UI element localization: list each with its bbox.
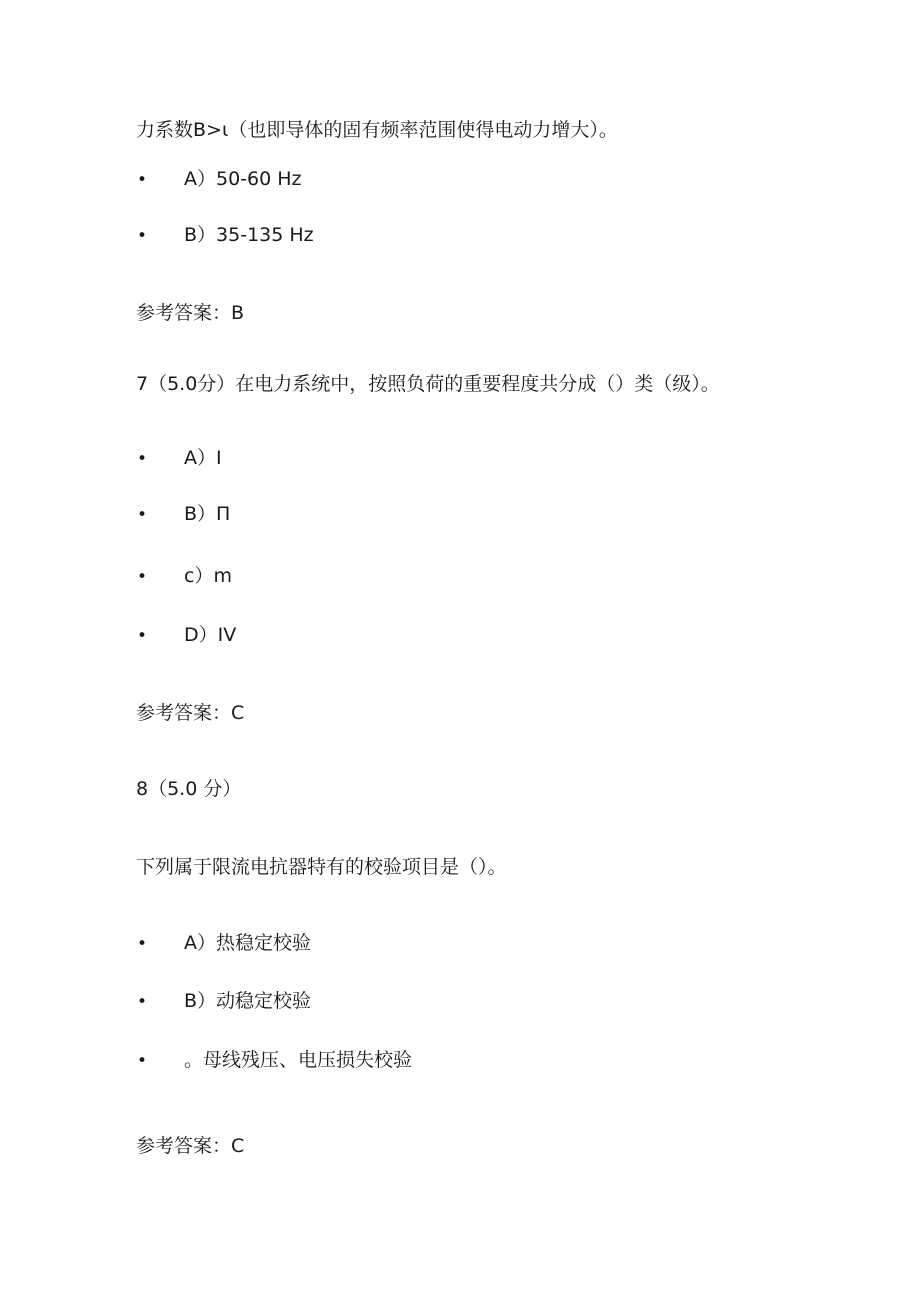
option-b: B）П [184,503,231,525]
bullet-icon: • [137,226,148,246]
bullet-icon: • [137,934,148,954]
reference-answer: 参考答案：C [136,702,245,724]
option-a: A）热稳定校验 [184,932,311,954]
option-c: 。母线残压、电压损失校验 [184,1049,413,1071]
bullet-icon: • [137,992,148,1012]
reference-answer: 参考答案：C [136,1135,245,1157]
bullet-icon: • [137,626,148,646]
option-b: B）35-135 Hz [184,224,314,246]
question-stem-continuation: 力系数B>ι（也即导体的固有频率范围使得电动力增大）。 [136,119,618,141]
reference-answer: 参考答案：B [136,302,245,324]
question-header: 8（5.0 分） [136,778,242,800]
option-a: A）I [184,447,222,469]
question-stem: 7（5.0分）在电力系统中，按照负荷的重要程度共分成（）类（级）。 [136,373,720,395]
bullet-icon: • [137,505,148,525]
bullet-icon: • [137,170,148,190]
bullet-icon: • [137,1051,148,1071]
option-a: A）50-60 Hz [184,168,302,190]
bullet-icon: • [137,567,148,587]
option-b: B）动稳定校验 [184,990,312,1012]
option-d: D）IV [184,624,237,646]
bullet-icon: • [137,449,148,469]
option-c: c）m [184,565,232,587]
question-stem: 下列属于限流电抗器特有的校验项目是（）。 [136,856,507,878]
